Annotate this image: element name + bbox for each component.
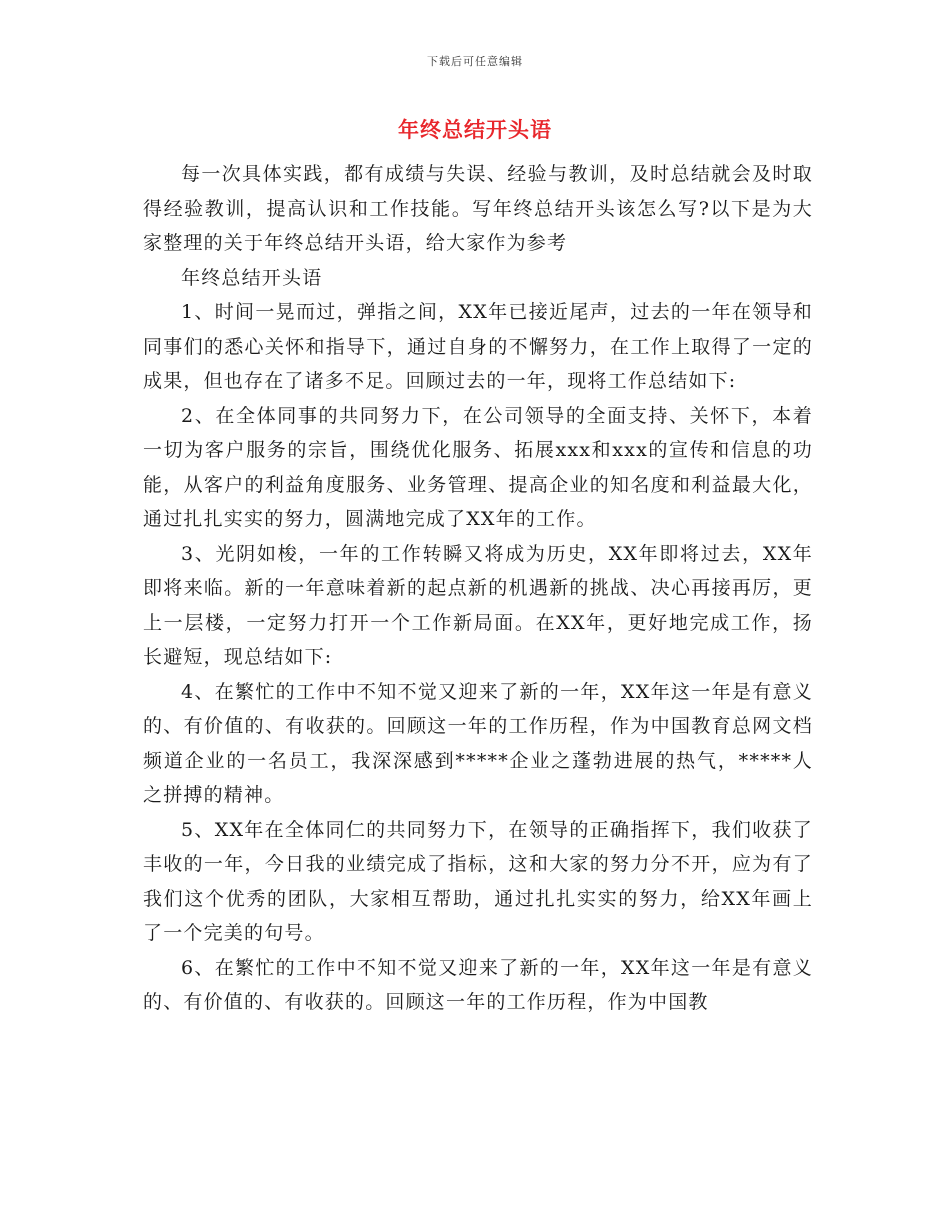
paragraph-item-3: 3、光阴如梭，一年的工作转瞬又将成为历史，XX年即将过去，XX年即将来临。新的一年意味着新的起点新的机遇新的挑战、决心再接再厉，更上一层楼，一定努力打开一个工作新局面。在XX年，更好地完成工作，扬长避短，现总结如下: [143,542,813,668]
header-note: 下载后可任意编辑 [427,55,523,68]
paragraph-item-1: 1、时间一晃而过，弹指之间，XX年已接近尾声，过去的一年在领导和同事们的悉心关怀和指导下，通过自身的不懈努力，在工作上取得了一定的成果，但也存在了诸多不足。回顾过去的一年，现将工作总结如下: [143,301,813,392]
paragraph-item-5: 5、XX年在全体同仁的共同努力下，在领导的正确指挥下，我们收获了丰收的一年，今日我的业绩完成了指标，这和大家的努力分不开，应为有了我们这个优秀的团队，大家相互帮助，通过扎扎实实的努力，给XX年画上了一个完美的句号。 [143,818,813,944]
paragraph-intro: 每一次具体实践，都有成绩与失误、经验与教训，及时总结就会及时取得经验教训，提高认识和工作技能。写年终总结开头该怎么写?以下是为大家整理的关于年终总结开头语，给大家作为参考 [143,163,813,254]
document-title: 年终总结开头语 [398,118,552,142]
document-body [143,157,813,1020]
paragraph-subheading: 年终总结开头语 [181,266,323,289]
paragraph-item-4: 4、在繁忙的工作中不知不觉又迎来了新的一年，XX年这一年是有意义的、有价值的、有收获的。回顾这一年的工作历程，作为中国教育总网文档频道企业的一名员工，我深深感到*****企业之蓬勃进展的热气，*****人之拼搏的精神。 [143,680,813,806]
paragraph-item-2: 2、在全体同事的共同努力下，在公司领导的全面支持、关怀下，本着一切为客户服务的宗旨，围绕优化服务、拓展xxx和xxx的宣传和信息的功能，从客户的利益角度服务、业务管理、提高企业的知名度和利益最大化，通过扎扎实实的努力，圆满地完成了XX年的工作。 [143,404,813,530]
paragraph-item-6: 6、在繁忙的工作中不知不觉又迎来了新的一年，XX年这一年是有意义的、有价值的、有收获的。回顾这一年的工作历程，作为中国教 [143,956,813,1013]
